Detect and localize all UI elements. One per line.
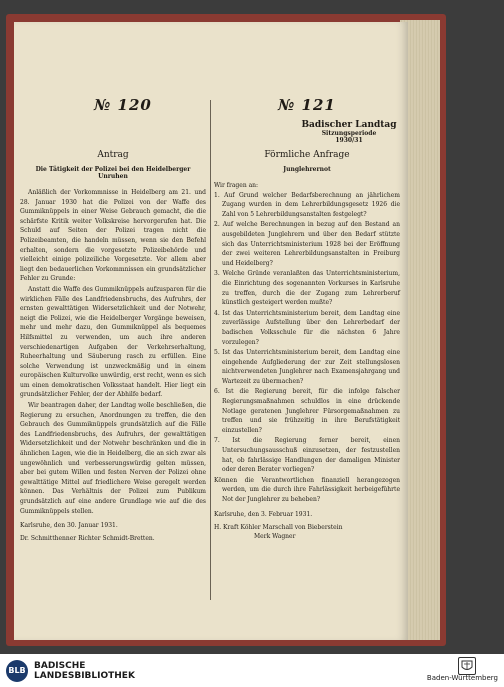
left-paragraph: Anstatt die Waffe des Gummiknüppels aufzusparen für die wirklichen Fälle des Landfriedensbruchs, des Aufruhrs, der ernsten gewalttätigen Widersetzlichkeit und der Notwehr, neigt die Polizei, wie die Heidelberger Vorgänge beweisen, mehr und mehr dazu, den Gummiknüppel als bequemes Hilfsmittel zu verwenden, um auch ihre anderen verschiedenartigen Aufgaben der Verkehrserhaltung, Ruheerhaltung und Säuberung rasch zu erfüllen. Eine solche Verwendung ist unzweckmäßig und in einem europäischen Kulturvolke unwürdig, erst recht, wenn es sich um einen demokratischen Volksstaat handelt. Hier liegt ein grundsätzlicher Fehler, der der Abhilfe bedarf.: [20, 285, 206, 399]
document-number-right: № 121: [278, 96, 336, 114]
list-item: 4. Ist das Unterrichtsministerium bereit, dem Landtag eine zuverlässige Aufstellung über den Lehrerbedarf der badischen Volksschule für die nächsten 6 Jahre vorzulegen?: [214, 309, 400, 346]
right-subheading: Junglehrernot: [283, 166, 331, 173]
right-column: [214, 150, 400, 540]
blb-logo-icon[interactable]: BLB: [6, 660, 28, 682]
right-intro: Wir fragen an:: [214, 182, 259, 189]
left-paragraph: Anläßlich der Vorkommnisse in Heidelberg am 21. und 28. Januar 1930 hat die Polizei von der Waffe des Gummiknüppels in einer Weise Gebrauch gemacht, die die schärfste Kritik weiter Volkskreise hervorgerufen hat. Die Schuld auf Seiten der Polizei tragen nicht die Polizeibeamten, die handeln müssen, wenn sie den Befehl erhalten, sondern die vorgesetzte Polizeibehörde und vielleicht einige polizeiliche Vorgesetzte. Vor allem aber liegt den bedauerlichen Vorkommnissen ein grundsätzlicher Fehler zu Grunde:: [20, 189, 206, 283]
list-item: 1. Auf Grund welcher Bedarfsberechnung an jährlichem Zugang wurden in dem Lehrerbildungsgesetz 1926 die Zahl von 5 Lehrerbildungsanstalten festgelegt?: [214, 191, 400, 218]
list-item: 6. Ist die Regierung bereit, für die infolge falscher Regierungsmaßnahmen schuldlos in eine drückende Notlage geratenen Junglehrer Fürsorgemaßnahmen zu treffen und sie frühzeitig in ihre Berufstätigkeit einzustellen?: [214, 388, 400, 434]
right-signatories-2: Merk Wagner: [254, 532, 296, 540]
list-item: 3. Welche Gründe veranlaßten das Unterrichtsministerium, die Einrichtung des sogenannten Vorkurses in Karlsruhe zu treffen, durch die der Zugang zum Lehrerberuf künstlich gesteigert werden mußte?: [214, 270, 400, 307]
right-heading: Förmliche Anfrage: [264, 150, 350, 160]
document-number-left: № 120: [94, 96, 152, 114]
state-name[interactable]: Baden-Württemberg: [426, 674, 498, 682]
question-list: [214, 191, 400, 505]
list-item: 2. Auf welche Berechnungen in bezug auf den Bestand an ausgebildeten Junglehrern und über den Bedarf stützte sich das Unterrichtsministerium 1928 bei der Eröffnung der zwei weiteren Lehrerbildungsanstalten in Freiburg und Heidelberg?: [214, 221, 400, 267]
left-heading: Antrag: [97, 150, 129, 160]
left-body: [20, 188, 206, 516]
column-divider: [210, 100, 211, 600]
left-signatories: Dr. Schmitthenner Richter Schmidt-Bretten.: [20, 535, 155, 543]
state-crest-icon: [458, 657, 476, 675]
left-subheading: Die Tätigkeit der Polizei bei den Heidelberger Unruhen: [35, 166, 191, 180]
library-name-line2: LANDESBIBLIOTHEK: [34, 671, 135, 681]
document-page: [14, 22, 408, 640]
right-signatories: H. Kraft Köhler Marschall von Bieberstein: [214, 523, 343, 531]
list-item: 5. Ist das Unterrichtsministerium bereit, dem Landtag eine eingehende Aufgliederung der zur Zeit stellungslosen nichtverwendeten Junglehrer nach Examensjahrgang und Wartezeit zu übermachen?: [214, 349, 400, 385]
session-year: 1930/31: [335, 137, 363, 144]
list-item: Können die Verantwortlichen finanziell herangezogen werden, um die durch ihre Fahrlässigkeit herbeigeführte Not der Junglehrer zu beheben?: [214, 476, 400, 503]
library-name-line1: BADISCHE: [34, 661, 86, 671]
left-date: Karlsruhe, den 30. Januar 1931.: [20, 522, 118, 530]
session-label: Sitzungsperiode: [321, 130, 377, 137]
footer-bar: [0, 654, 504, 687]
landtag-header: [294, 120, 404, 144]
right-date: Karlsruhe, den 3. Februar 1931.: [214, 510, 313, 518]
landtag-name: Badischer Landtag: [301, 120, 397, 130]
left-paragraph: Wir beantragen daher, der Landtag wolle beschließen, die Regierung zu ersuchen, Anordnungen zu treffen, die den Gebrauch des Gummiknüppels grundsätzlich auf die Fälle des Landfriedensbruchs, des Aufruhrs, der gewalttätigen Widersetzlichkeit und der Notwehr beschränken und die in ähnlichen Lagen, wie die in Heidelberg, die an sich zwar als ungewöhnlich und verbesserungswürdig gelten müssen, aber bei gutem Willen und festen Nerven der Polizei ohne gewalttätige Mittel auf friedlichere Weise geregelt werden können. Das Verhältnis der Polizei zum Publikum grundsätzlich auf eine andere Grundlage wie auf die des Gummiknüppels stellen.: [20, 402, 206, 515]
left-column: [20, 150, 206, 542]
list-item: 7. Ist die Regierung ferner bereit, einen Untersuchungsausschuß einzusetzen, der festzustellen hat, ob fahrlässige Handlungen der damaligen Minister oder deren Berater vorliegen?: [214, 437, 400, 474]
library-name[interactable]: [34, 661, 135, 681]
